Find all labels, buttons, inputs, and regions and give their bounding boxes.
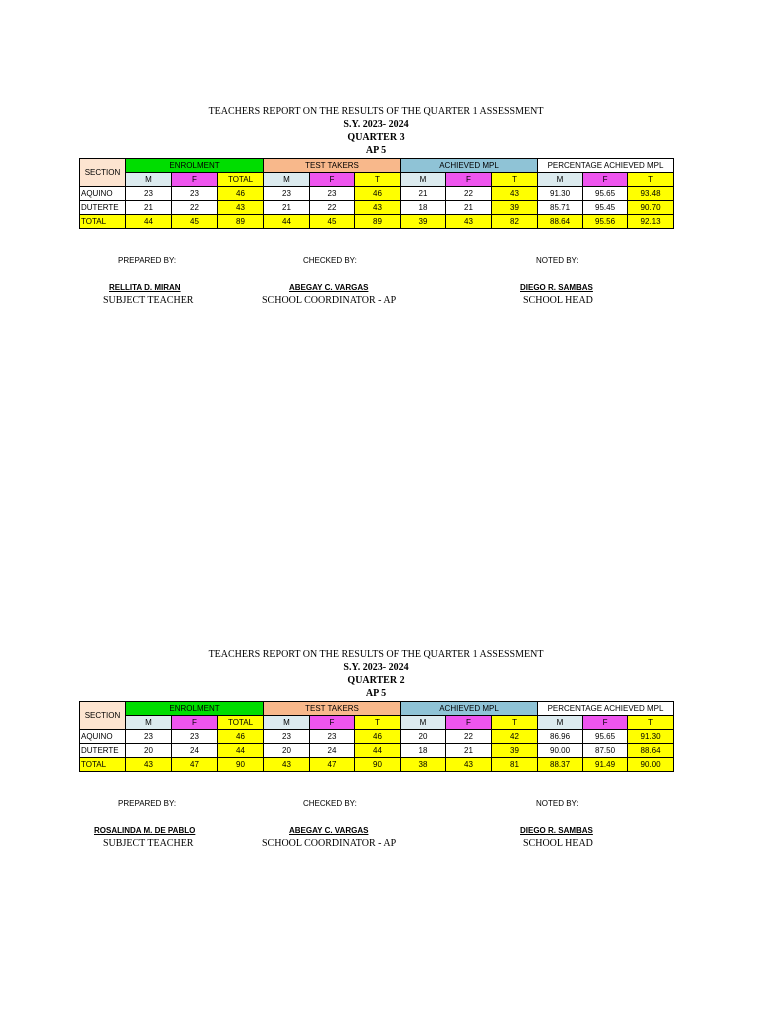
value-cell: 43 xyxy=(218,201,264,215)
value-cell: 46 xyxy=(355,730,401,744)
checked-by-role: SCHOOL COORDINATOR - AP xyxy=(262,295,397,306)
value-cell: 82 xyxy=(492,215,538,229)
value-cell: 95.56 xyxy=(583,215,628,229)
results-table xyxy=(79,701,674,772)
subject-label: AP 5 xyxy=(365,145,387,156)
sub-header: T xyxy=(628,716,674,730)
report-header xyxy=(0,648,752,700)
prepared-by-role: SUBJECT TEACHER xyxy=(103,838,194,849)
value-cell: 91.49 xyxy=(583,758,628,772)
value-cell: 46 xyxy=(218,187,264,201)
table-row xyxy=(80,730,674,744)
report-title: TEACHERS REPORT ON THE RESULTS OF THE QUARTER 1 ASSESSMENT xyxy=(208,106,544,117)
value-cell: 18 xyxy=(401,201,446,215)
sub-header: F xyxy=(446,173,492,187)
sub-header: T xyxy=(355,716,401,730)
checked-by-label: CHECKED BY: xyxy=(303,799,357,808)
value-cell: 43 xyxy=(446,758,492,772)
school-year: S.Y. 2023- 2024 xyxy=(343,662,409,673)
value-cell: 23 xyxy=(310,187,355,201)
value-cell: 95.65 xyxy=(583,187,628,201)
sub-header: F xyxy=(310,716,355,730)
value-cell: 44 xyxy=(218,744,264,758)
sub-header: M xyxy=(126,716,172,730)
quarter-label: QUARTER 3 xyxy=(347,132,405,143)
value-cell: 23 xyxy=(172,730,218,744)
value-cell: 86.96 xyxy=(538,730,583,744)
value-cell: 38 xyxy=(401,758,446,772)
value-cell: 20 xyxy=(401,730,446,744)
sub-header: M xyxy=(538,173,583,187)
sub-header: F xyxy=(583,716,628,730)
sub-header: T xyxy=(492,716,538,730)
value-cell: 87.50 xyxy=(583,744,628,758)
value-cell: 92.13 xyxy=(628,215,674,229)
noted-by-name: DIEGO R. SAMBAS xyxy=(520,826,593,835)
value-cell: 88.37 xyxy=(538,758,583,772)
value-cell: 47 xyxy=(310,758,355,772)
noted-by-label: NOTED BY: xyxy=(536,256,579,265)
section-cell: AQUINO xyxy=(80,187,126,201)
value-cell: 21 xyxy=(126,201,172,215)
checked-by-role: SCHOOL COORDINATOR - AP xyxy=(262,838,397,849)
value-cell: 23 xyxy=(264,730,310,744)
value-cell: 81 xyxy=(492,758,538,772)
table-total-row xyxy=(80,758,674,772)
enrolment-header: ENROLMENT xyxy=(126,159,264,173)
value-cell: 88.64 xyxy=(628,744,674,758)
sub-header: T xyxy=(355,173,401,187)
value-cell: 85.71 xyxy=(538,201,583,215)
value-cell: 93.48 xyxy=(628,187,674,201)
value-cell: 89 xyxy=(218,215,264,229)
value-cell: 95.65 xyxy=(583,730,628,744)
subject-label: AP 5 xyxy=(365,688,387,699)
value-cell: 90 xyxy=(355,758,401,772)
value-cell: 88.64 xyxy=(538,215,583,229)
value-cell: 90.00 xyxy=(538,744,583,758)
noted-by-label: NOTED BY: xyxy=(536,799,579,808)
table-row xyxy=(80,744,674,758)
section-cell: TOTAL xyxy=(80,215,126,229)
value-cell: 46 xyxy=(355,187,401,201)
value-cell: 43 xyxy=(355,201,401,215)
value-cell: 22 xyxy=(446,187,492,201)
value-cell: 95.45 xyxy=(583,201,628,215)
sub-header: M xyxy=(401,173,446,187)
value-cell: 90.70 xyxy=(628,201,674,215)
checked-by-name: ABEGAY C. VARGAS xyxy=(289,826,369,835)
table-group-header-row xyxy=(80,702,674,716)
percentage-header: PERCENTAGE ACHIEVED MPL xyxy=(538,702,674,716)
checked-by-label: CHECKED BY: xyxy=(303,256,357,265)
noted-by-role: SCHOOL HEAD xyxy=(523,295,593,306)
enrolment-header: ENROLMENT xyxy=(126,702,264,716)
value-cell: 39 xyxy=(492,744,538,758)
table-group-header-row xyxy=(80,159,674,173)
section-cell: DUTERTE xyxy=(80,744,126,758)
table-row xyxy=(80,187,674,201)
sub-header: T xyxy=(492,173,538,187)
sub-header: T xyxy=(628,173,674,187)
report-title: TEACHERS REPORT ON THE RESULTS OF THE QUARTER 1 ASSESSMENT xyxy=(208,649,544,660)
results-table xyxy=(79,158,674,229)
value-cell: 22 xyxy=(172,201,218,215)
section-cell: DUTERTE xyxy=(80,201,126,215)
sub-header: TOTAL xyxy=(218,173,264,187)
value-cell: 20 xyxy=(126,744,172,758)
sub-header: M xyxy=(401,716,446,730)
table-sub-header-row xyxy=(80,173,674,187)
value-cell: 24 xyxy=(310,744,355,758)
achieved-mpl-header: ACHIEVED MPL xyxy=(401,159,538,173)
value-cell: 44 xyxy=(355,744,401,758)
value-cell: 18 xyxy=(401,744,446,758)
section-cell: TOTAL xyxy=(80,758,126,772)
sub-header: F xyxy=(172,716,218,730)
value-cell: 44 xyxy=(264,215,310,229)
value-cell: 44 xyxy=(126,215,172,229)
value-cell: 43 xyxy=(446,215,492,229)
noted-by-name: DIEGO R. SAMBAS xyxy=(520,283,593,292)
school-year: S.Y. 2023- 2024 xyxy=(343,119,409,130)
value-cell: 43 xyxy=(126,758,172,772)
value-cell: 43 xyxy=(492,187,538,201)
sub-header: M xyxy=(264,173,310,187)
value-cell: 43 xyxy=(264,758,310,772)
prepared-by-name: ROSALINDA M. DE PABLO xyxy=(94,826,196,835)
prepared-by-name: RELLITA D. MIRAN xyxy=(109,283,181,292)
value-cell: 91.30 xyxy=(538,187,583,201)
table-sub-header-row xyxy=(80,716,674,730)
value-cell: 21 xyxy=(401,187,446,201)
sub-header: F xyxy=(172,173,218,187)
value-cell: 90.00 xyxy=(628,758,674,772)
checked-by-name: ABEGAY C. VARGAS xyxy=(289,283,369,292)
noted-by-role: SCHOOL HEAD xyxy=(523,838,593,849)
table-total-row xyxy=(80,215,674,229)
value-cell: 89 xyxy=(355,215,401,229)
percentage-header: PERCENTAGE ACHIEVED MPL xyxy=(538,159,674,173)
value-cell: 23 xyxy=(172,187,218,201)
value-cell: 47 xyxy=(172,758,218,772)
sub-header: M xyxy=(538,716,583,730)
value-cell: 42 xyxy=(492,730,538,744)
prepared-by-role: SUBJECT TEACHER xyxy=(103,295,194,306)
test-takers-header: TEST TAKERS xyxy=(264,702,401,716)
value-cell: 46 xyxy=(218,730,264,744)
prepared-by-label: PREPARED BY: xyxy=(118,256,177,265)
value-cell: 20 xyxy=(264,744,310,758)
sub-header: F xyxy=(446,716,492,730)
report-header xyxy=(0,105,752,157)
value-cell: 23 xyxy=(264,187,310,201)
value-cell: 45 xyxy=(172,215,218,229)
section-cell: AQUINO xyxy=(80,730,126,744)
value-cell: 45 xyxy=(310,215,355,229)
value-cell: 23 xyxy=(126,730,172,744)
value-cell: 21 xyxy=(264,201,310,215)
value-cell: 91.30 xyxy=(628,730,674,744)
sub-header: TOTAL xyxy=(218,716,264,730)
value-cell: 23 xyxy=(310,730,355,744)
quarter-label: QUARTER 2 xyxy=(347,675,405,686)
table-row xyxy=(80,201,674,215)
sub-header: F xyxy=(583,173,628,187)
value-cell: 90 xyxy=(218,758,264,772)
value-cell: 23 xyxy=(126,187,172,201)
test-takers-header: TEST TAKERS xyxy=(264,159,401,173)
sub-header: M xyxy=(126,173,172,187)
sub-header: M xyxy=(264,716,310,730)
prepared-by-label: PREPARED BY: xyxy=(118,799,177,808)
section-header: SECTION xyxy=(80,159,126,187)
value-cell: 39 xyxy=(401,215,446,229)
sub-header: F xyxy=(310,173,355,187)
value-cell: 24 xyxy=(172,744,218,758)
value-cell: 22 xyxy=(310,201,355,215)
value-cell: 39 xyxy=(492,201,538,215)
achieved-mpl-header: ACHIEVED MPL xyxy=(401,702,538,716)
value-cell: 21 xyxy=(446,201,492,215)
value-cell: 22 xyxy=(446,730,492,744)
section-header: SECTION xyxy=(80,702,126,730)
value-cell: 21 xyxy=(446,744,492,758)
